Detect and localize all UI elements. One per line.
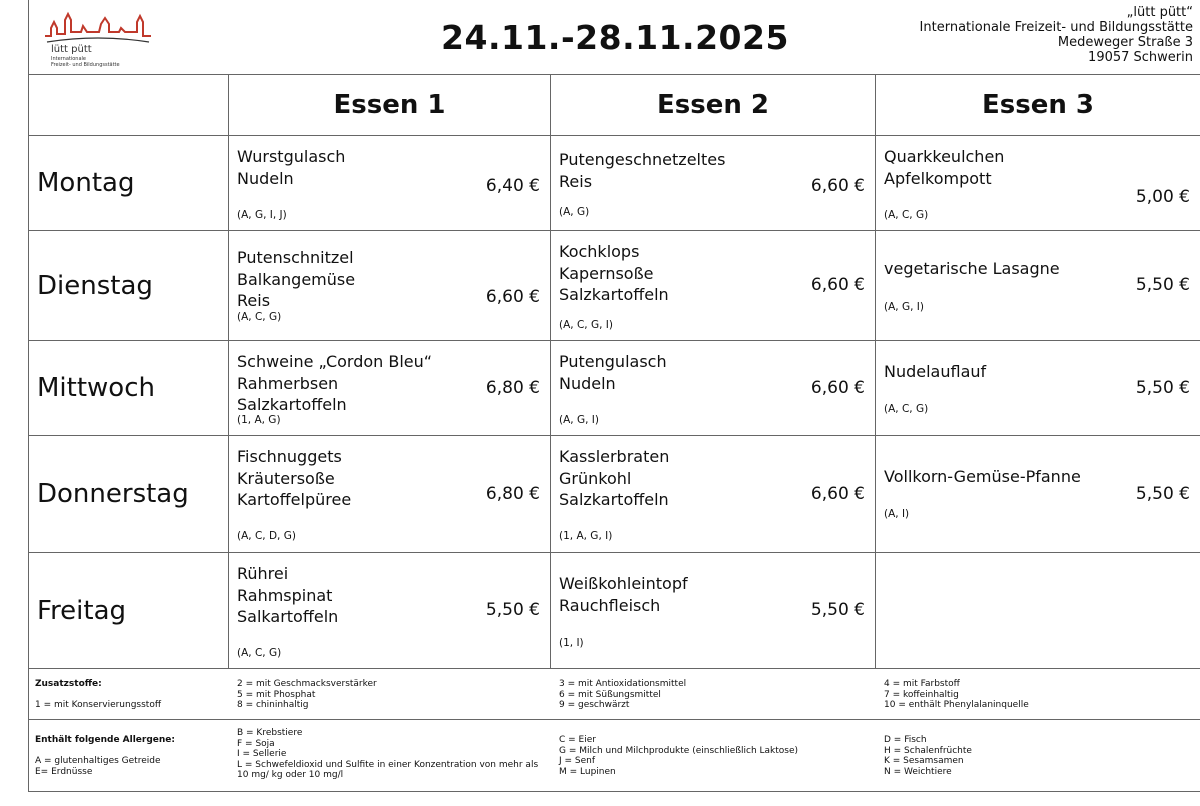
price: 6,40 €: [485, 176, 540, 196]
meal-cell: [229, 341, 551, 436]
price: 5,50 €: [1135, 484, 1190, 504]
allergens-label: Enthält folgende Allergene:: [35, 735, 176, 745]
dish-name: Vollkorn-Gemüse-Pfanne: [884, 467, 1081, 486]
price: 5,00 €: [1135, 187, 1190, 207]
dish-name: Weißkohleintopf Rauchfleisch: [559, 574, 688, 615]
dish-name: Nudelauflauf: [884, 362, 987, 381]
allergen-codes: (A, G): [559, 206, 590, 218]
legend-entry: 2 = mit Geschmacksverstärker 5 = mit Phosphat 8 = chininhaltig: [237, 679, 377, 710]
allergens-legend: [28, 719, 1200, 792]
legend-entry: A = glutenhaltiges Getreide E= Erdnüsse: [35, 756, 161, 777]
price: 5,50 €: [810, 600, 865, 620]
legend-entry: 1 = mit Konservierungsstoff: [35, 700, 162, 710]
day-label: Mittwoch: [29, 341, 229, 436]
address-line: Internationale Freizeit- und Bildungsstätte: [919, 20, 1193, 35]
price: 6,60 €: [810, 275, 865, 295]
additives-legend: [28, 669, 1200, 720]
meal-cell: [229, 436, 551, 553]
header: [28, 0, 1200, 75]
legend-entry: C = Eier G = Milch und Milchprodukte (einschließlich Laktose) J = Senf M = Lupinen: [559, 735, 799, 777]
legend-entry: D = Fisch H = Schalenfrüchte K = Sesamsamen N = Weichtiere: [884, 735, 972, 777]
allergen-codes: (A, C, D, G): [237, 530, 296, 542]
column-header: Essen 3: [876, 75, 1200, 136]
price: 6,60 €: [485, 287, 540, 307]
meal-cell: [876, 231, 1200, 341]
address-block: [920, 5, 1193, 65]
meal-cell: [551, 436, 876, 553]
allergen-codes: (1, A, G, I): [559, 530, 613, 542]
table-header-row: [29, 75, 1200, 136]
price: 5,50 €: [485, 600, 540, 620]
dish-name: Putengulasch Nudeln: [559, 352, 667, 393]
day-label: Dienstag: [29, 231, 229, 341]
dish-name: Wurstgulasch Nudeln: [237, 147, 346, 188]
allergen-codes: (A, G, I, J): [237, 209, 287, 221]
dish-name: Fischnuggets Kräutersoße Kartoffelpüree: [237, 447, 352, 509]
dish-name: Rührei Rahmspinat Salkartoffeln: [237, 564, 339, 626]
address-line: 19057 Schwerin: [1088, 50, 1193, 65]
meal-cell: [229, 231, 551, 341]
column-header: Essen 1: [229, 75, 551, 136]
table-row: [29, 231, 1200, 341]
allergen-codes: (1, A, G): [237, 414, 281, 426]
svg-text:Internationale: Internationale: [51, 56, 86, 62]
svg-text:lütt pütt: lütt pütt: [51, 44, 92, 55]
dish-name: Putenschnitzel Balkangemüse Reis: [237, 248, 356, 310]
allergen-codes: (A, C, G): [237, 311, 282, 323]
dish-name: Quarkkeulchen Apfelkompott: [884, 147, 1005, 188]
meal-cell: [551, 341, 876, 436]
meal-cell: [551, 136, 876, 231]
day-label: Donnerstag: [29, 436, 229, 553]
address-line: „lütt pütt“: [1126, 5, 1193, 20]
allergen-codes: (A, C, G): [237, 647, 282, 659]
allergen-codes: (A, C, G, I): [559, 319, 613, 331]
additives-label: Zusatzstoffe:: [35, 679, 102, 689]
legend-entry: 3 = mit Antioxidationsmittel 6 = mit Süßungsmittel 9 = geschwärzt: [559, 679, 687, 710]
address-line: Medeweger Straße 3: [1057, 35, 1193, 50]
price: 5,50 €: [1135, 378, 1190, 398]
table-row: [29, 553, 1200, 669]
meal-cell: [551, 231, 876, 341]
allergen-codes: (A, I): [884, 508, 910, 520]
price: 6,60 €: [810, 176, 865, 196]
table-row: [29, 436, 1200, 553]
day-label: Freitag: [29, 553, 229, 669]
legend-entry: B = Krebstiere F = Soja I = Sellerie L = Schwefeldioxid und Sulfite in einer Konzentration von mehr als 10 mg/ kg oder 10 mg/l: [237, 728, 539, 780]
price: 6,60 €: [810, 378, 865, 398]
day-label: Montag: [29, 136, 229, 231]
meal-cell-empty: [876, 553, 1200, 669]
dish-name: vegetarische Lasagne: [884, 259, 1060, 278]
price: 6,80 €: [485, 378, 540, 398]
dish-name: Kasslerbraten Grünkohl Salzkartoffeln: [559, 447, 670, 509]
allergen-codes: (A, G, I): [559, 414, 599, 426]
meal-cell: [229, 136, 551, 231]
allergen-codes: (A, C, G): [884, 403, 929, 415]
empty-corner: [29, 75, 229, 136]
legend-entry: 4 = mit Farbstoff 7 = koffeinhaltig 10 = enthält Phenylalaninquelle: [884, 679, 1029, 710]
meal-cell: [876, 341, 1200, 436]
meal-cell: [551, 553, 876, 669]
meal-cell: [229, 553, 551, 669]
allergen-codes: (1, I): [559, 637, 584, 649]
svg-text:Freizeit- und Bildungsstätte: Freizeit- und Bildungsstätte: [51, 62, 120, 68]
price: 5,50 €: [1135, 275, 1190, 295]
dish-name: Kochklops Kapernsoße Salzkartoffeln: [559, 242, 669, 304]
dish-name: Schweine „Cordon Bleu“ Rahmerbsen Salzkartoffeln: [237, 352, 433, 414]
meal-cell: [876, 436, 1200, 553]
table-row: [29, 341, 1200, 436]
page-title: 24.11.-28.11.2025: [441, 18, 789, 57]
price: 6,80 €: [485, 484, 540, 504]
column-header: Essen 2: [551, 75, 876, 136]
dish-name: Putengeschnetzeltes Reis: [559, 150, 726, 191]
meal-cell: [876, 136, 1200, 231]
price: 6,60 €: [810, 484, 865, 504]
allergen-codes: (A, G, I): [884, 301, 924, 313]
allergen-codes: (A, C, G): [884, 209, 929, 221]
table-row: [29, 136, 1200, 231]
menu-table: [28, 74, 1200, 669]
